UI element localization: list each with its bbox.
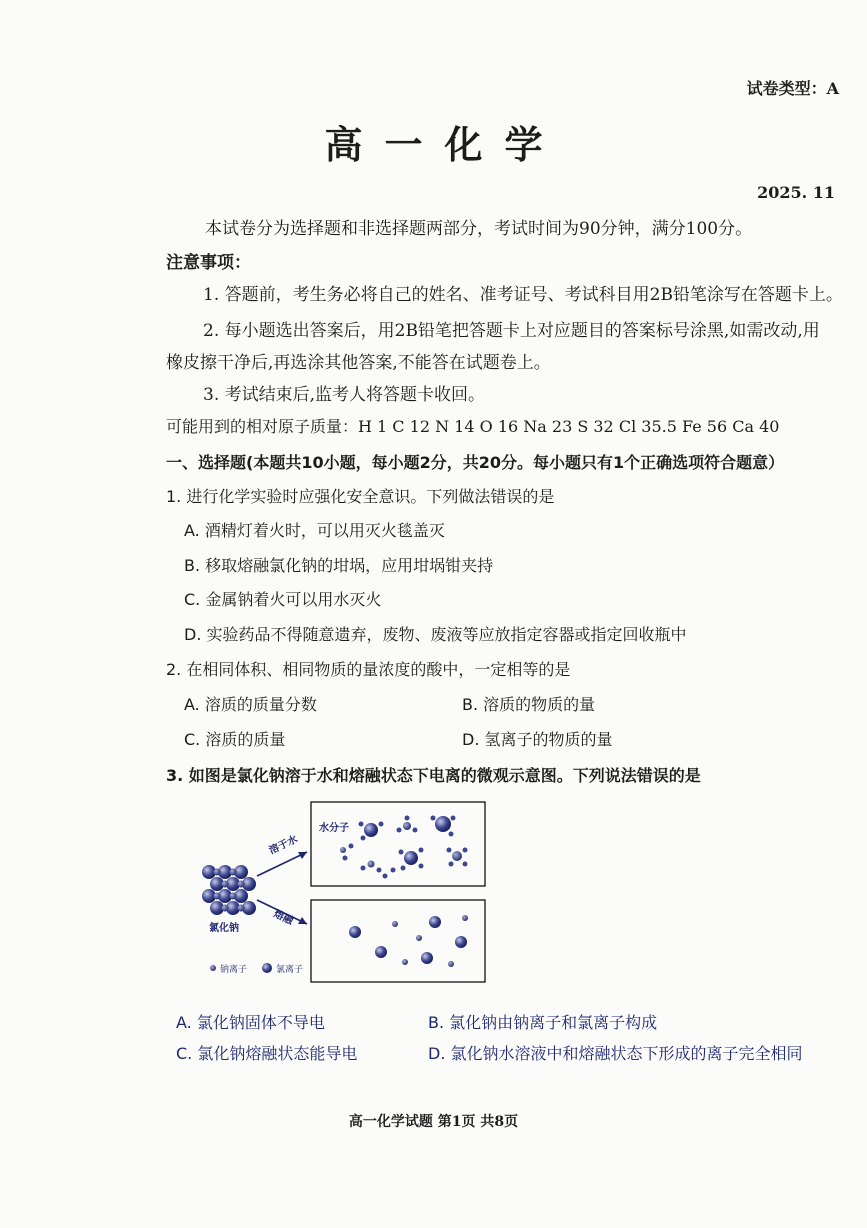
question-2-option-c: C. 溶质的质量: [184, 730, 286, 749]
question-3-option-a: A. 氯化钠固体不导电: [176, 1013, 325, 1032]
nacl-ionization-diagram: [195, 800, 495, 986]
question-1-option-c: C. 金属钠着火可以用水灭火: [184, 590, 382, 609]
melt-label: 熔融: [271, 908, 295, 928]
question-1-option-d: D. 实验药品不得随意遗弃，废物、废液等应放指定容器或指定回收瓶中: [184, 625, 687, 644]
exam-type-label: 试卷类型：A: [746, 79, 839, 98]
atomic-masses: 可能用到的相对原子质量：H 1 C 12 N 14 O 16 Na 23 S 32 Cl 35.5 Fe 56 Ca 40: [166, 417, 780, 436]
question-2-stem: 2. 在相同体积、相同物质的量浓度的酸中，一定相等的是: [166, 660, 571, 679]
notes-heading: 注意事项：: [166, 253, 251, 273]
nacl-crystal: [202, 865, 256, 915]
question-3-option-d: D. 氯化钠水溶液中和熔融状态下形成的离子完全相同: [428, 1044, 803, 1063]
sodium-ion-legend-icon: [210, 965, 216, 971]
question-3-stem: 3. 如图是氯化钠溶于水和熔融状态下电离的微观示意图。下列说法错误的是: [166, 766, 701, 785]
chloride-ion-legend-icon: [262, 963, 272, 973]
exam-date: 2025. 11: [757, 183, 835, 202]
question-3-option-b: B. 氯化钠由钠离子和氯离子构成: [428, 1013, 658, 1032]
nacl-label: 氯化钠: [209, 923, 239, 934]
note-item-2-line-1: 2. 每小题选出答案后，用2B铅笔把答题卡上对应题目的答案标号涂黑,如需改动,用: [203, 321, 820, 341]
section-1-heading: 一、选择题(本题共10小题，每小题2分，共20分。每小题只有1个正确选项符合题意）: [166, 453, 785, 472]
chloride-ion-legend-label: 氯离子: [276, 965, 304, 975]
note-item-1: 1. 答题前，考生务必将自己的姓名、准考证号、考试科目用2B铅笔涂写在答题卡上。: [203, 285, 843, 305]
note-item-2-line-2: 橡皮擦干净后,再选涂其他答案,不能答在试题卷上。: [166, 353, 551, 373]
question-1-stem: 1. 进行化学实验时应强化安全意识。下列做法错误的是: [166, 487, 555, 506]
note-item-3: 3. 考试结束后,监考人将答题卡收回。: [203, 385, 486, 405]
question-2-option-d: D. 氢离子的物质的量: [462, 730, 613, 749]
dissolve-arrow: [257, 852, 307, 876]
exam-title: 高一化学: [324, 122, 565, 167]
question-1-option-a: A. 酒精灯着火时，可以用灭火毯盖灭: [184, 521, 445, 540]
water-molecule-label: 水分子: [319, 823, 349, 834]
sodium-ion-legend-label: 钠离子: [220, 965, 248, 975]
molten-ions: [349, 915, 468, 967]
question-1-option-b: B. 移取熔融氯化钠的坩埚，应用坩埚钳夹持: [184, 556, 494, 575]
exam-intro: 本试卷分为选择题和非选择题两部分，考试时间为90分钟，满分100分。: [205, 219, 753, 239]
question-2-option-a: A. 溶质的质量分数: [184, 695, 317, 714]
question-3-option-c: C. 氯化钠熔融状态能导电: [176, 1044, 358, 1063]
hydrated-ions: [340, 816, 468, 879]
solution-box: [311, 802, 485, 886]
dissolve-label: 溶于水: [267, 834, 300, 857]
page-footer: 高一化学试题 第1页 共8页: [348, 1114, 519, 1130]
question-2-option-b: B. 溶质的物质的量: [462, 695, 596, 714]
